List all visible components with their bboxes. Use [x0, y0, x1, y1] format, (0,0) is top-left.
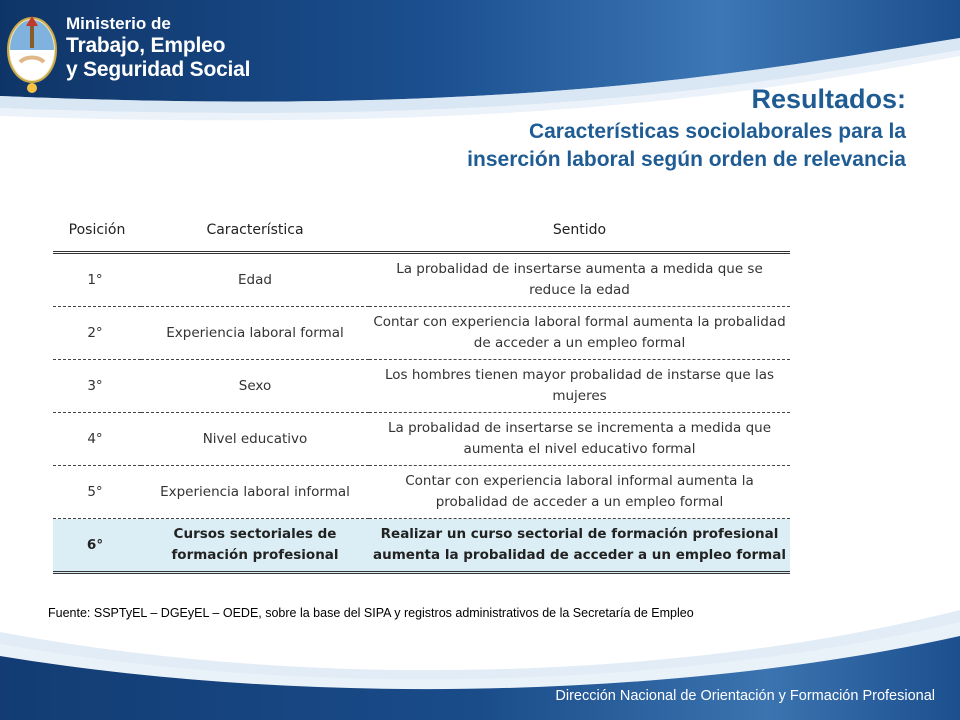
- slide-subtitle: [346, 118, 906, 174]
- table-row: [53, 466, 790, 519]
- ministry-line-1: Ministerio de: [66, 14, 171, 33]
- row-direction: La probalidad de insertarse se incrementa a medida que aumenta el nivel educativo formal: [369, 413, 790, 466]
- header-characteristic: Característica: [141, 208, 369, 253]
- row-direction: La probalidad de insertarse aumenta a medida que se reduce la edad: [369, 253, 790, 307]
- table-row: [53, 307, 790, 360]
- row-position: 2°: [53, 307, 141, 360]
- source-note: Fuente: SSPTyEL – DGEyEL – OEDE, sobre la base del SIPA y registros administrativos de la Secretaría de Empleo: [48, 606, 694, 620]
- results-table: [53, 208, 790, 574]
- ministry-logo-text: [66, 14, 250, 82]
- header-position: Posición: [53, 208, 141, 253]
- row-position: 4°: [53, 413, 141, 466]
- row-characteristic: Sexo: [141, 360, 369, 413]
- ministry-line-2: Trabajo, Empleo: [66, 33, 226, 57]
- table-row: [53, 253, 790, 307]
- ministry-line-3: y Seguridad Social: [66, 57, 251, 81]
- row-position: 6°: [53, 519, 141, 573]
- table-header-row: [53, 208, 790, 253]
- row-direction: Realizar un curso sectorial de formación profesional aumenta la probalidad de acceder a un empleo formal: [369, 519, 790, 573]
- row-direction: Los hombres tienen mayor probalidad de instarse que las mujeres: [369, 360, 790, 413]
- subtitle-line-2: inserción laboral según orden de relevancia: [467, 148, 906, 171]
- header-direction: Sentido: [369, 208, 790, 253]
- row-characteristic: Nivel educativo: [141, 413, 369, 466]
- row-direction: Contar con experiencia laboral formal aumenta la probalidad de acceder a un empleo formal: [369, 307, 790, 360]
- table-row-highlighted: [53, 519, 790, 573]
- row-position: 1°: [53, 253, 141, 307]
- row-characteristic: Edad: [141, 253, 369, 307]
- row-characteristic: Experiencia laboral formal: [141, 307, 369, 360]
- row-characteristic: Cursos sectoriales de formación profesional: [141, 519, 369, 573]
- table-row: [53, 360, 790, 413]
- slide-title: Resultados:: [751, 84, 906, 114]
- row-position: 3°: [53, 360, 141, 413]
- row-direction: Contar con experiencia laboral informal aumenta la probalidad de acceder a un empleo formal: [369, 466, 790, 519]
- subtitle-line-1: Características sociolaborales para la: [528, 120, 906, 143]
- row-position: 5°: [53, 466, 141, 519]
- coat-of-arms-icon: [4, 4, 60, 96]
- row-characteristic: Experiencia laboral informal: [141, 466, 369, 519]
- table-row: [53, 413, 790, 466]
- footer-text: Dirección Nacional de Orientación y Formación Profesional: [555, 688, 935, 704]
